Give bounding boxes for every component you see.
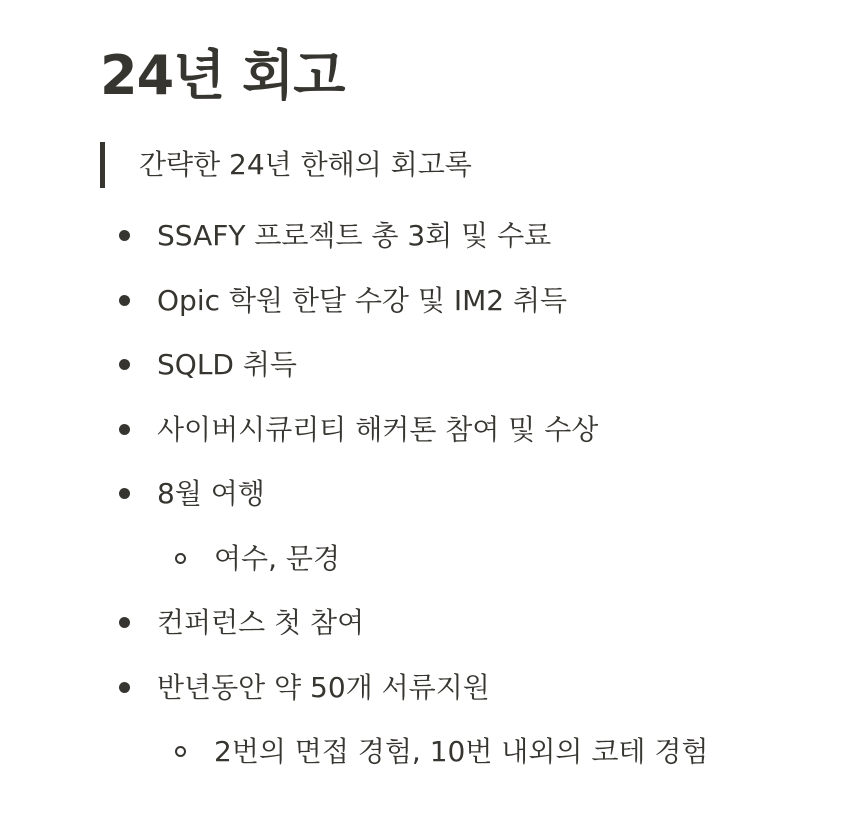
bullet-icon — [119, 424, 130, 435]
bullet-icon — [119, 617, 130, 628]
bullet-icon — [119, 359, 130, 370]
page-title: 24년 회고 — [100, 44, 345, 107]
list-item-text: 사이버시큐리티 해커톤 참여 및 수상 — [157, 412, 599, 446]
list-item — [100, 398, 708, 463]
list-item-text: SSAFY 프로젝트 총 3회 및 수료 — [157, 219, 552, 252]
bulleted-list — [100, 204, 708, 785]
list-item-text: 반년동안 약 50개 서류지원 — [157, 670, 490, 704]
list-item — [100, 269, 708, 334]
list-item — [100, 462, 708, 527]
bullet-icon — [119, 295, 130, 306]
list-item — [100, 333, 708, 398]
sub-list-item — [100, 527, 708, 592]
list-item-text: 2번의 면접 경험, 10번 내외의 코테 경험 — [214, 735, 709, 768]
list-item-text: SQLD 취득 — [157, 348, 297, 381]
list-item-text: 8월 여행 — [157, 477, 265, 510]
bullet-icon — [119, 230, 130, 241]
hollow-bullet-icon — [175, 553, 186, 564]
hollow-bullet-icon — [175, 746, 186, 757]
list-item — [100, 591, 708, 656]
list-item-text: 여수, 문경 — [214, 541, 340, 575]
sub-list-item — [100, 720, 708, 785]
list-item — [100, 204, 708, 269]
bullet-icon — [119, 488, 130, 499]
list-item — [100, 656, 708, 721]
list-item-text: Opic 학원 한달 수강 및 IM2 취득 — [157, 283, 568, 317]
bullet-icon — [119, 682, 130, 693]
quote-block: 간략한 24년 한해의 회고록 — [100, 142, 472, 188]
list-item-text: 컨퍼런스 첫 참여 — [157, 606, 365, 639]
